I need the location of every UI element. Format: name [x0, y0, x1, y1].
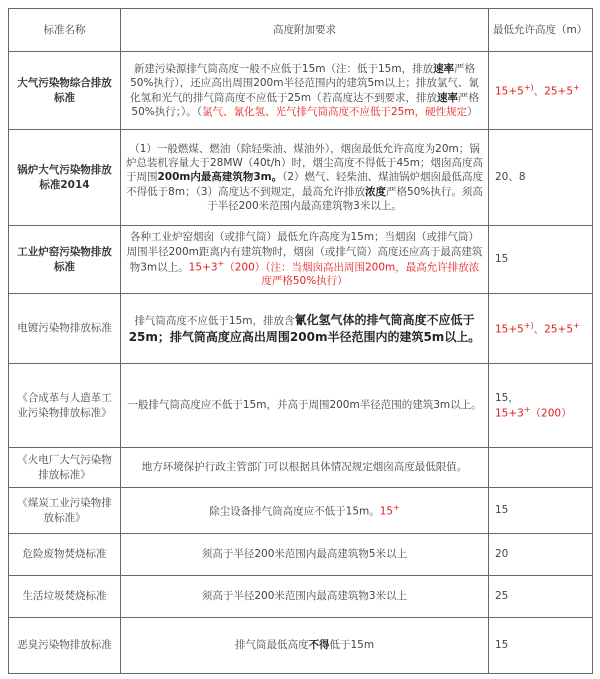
standard-name-cell: 电镀污染物排放标准 [9, 294, 121, 364]
standard-name-cell: 生活垃圾焚烧标准 [9, 576, 121, 618]
min-height-value: + [573, 82, 580, 92]
min-height-cell [489, 618, 593, 674]
height-requirement-cell [121, 618, 489, 674]
requirement-text: 严格50%执行。须高于半径200米范围内最高建筑物3米以上。 [207, 185, 483, 212]
header-min-height: 最低允许高度（m） [489, 9, 593, 52]
requirement-text: 速率 [433, 63, 455, 76]
height-requirement-cell [121, 226, 489, 294]
table-row [9, 576, 593, 618]
min-height-value: 15+5 [495, 85, 524, 98]
min-height-value: +) [523, 82, 534, 92]
min-height-value: 20 [495, 548, 509, 561]
table-row [9, 364, 593, 448]
standard-name-cell: 《煤炭工业污染物排放标准》 [9, 488, 121, 534]
requirement-text: 不得 [308, 639, 330, 652]
min-height-value: + [573, 320, 580, 330]
standard-name-cell: 危险废物焚烧标准 [9, 534, 121, 576]
min-height-cell [489, 576, 593, 618]
min-height-value: 15+3 [495, 407, 524, 420]
requirement-text: 氯气、氰化氢、光气排气筒高度不应低于25m，硬性规定 [202, 105, 468, 118]
standard-name-cell: 《火电厂大气污染物排放标准》 [9, 448, 121, 488]
requirement-text: 新建污染源排气筒高度一般不应低于15m（注：低于15m，排放 [133, 63, 434, 76]
min-height-value: 15， [495, 391, 519, 404]
min-height-cell [489, 534, 593, 576]
requirement-text: （200）（注：当烟囱高出周围200m，最高允许排放浓度严格50%执行） [224, 261, 480, 288]
height-requirement-cell [121, 364, 489, 448]
standard-name-cell: 锅炉大气污染物排放标准2014 [9, 130, 121, 226]
requirement-text: 排气筒高度不应低于15m，排放含 [134, 315, 295, 328]
requirement-text: 地方环境保护行政主管部门可以根据具体情况规定烟囱高度最低限值。 [141, 461, 468, 474]
min-height-value: 20、8 [495, 171, 526, 184]
requirement-text: 须高于半径200米范围内最高建筑物5米以上 [201, 548, 408, 561]
standard-name-cell: 《合成革与人造革工业污染物排放标准》 [9, 364, 121, 448]
requirement-text: 15+3 [188, 261, 218, 274]
min-height-value: 15 [495, 253, 509, 266]
min-height-cell [489, 488, 593, 534]
height-requirement-cell [121, 534, 489, 576]
requirement-text: 严格50%执行），还应高出周围200m半径范围内的建筑5m以上；排放氯气、氰化氢和光气的排气筒高度不应低于25m（若高度达不到要求，排放 [129, 63, 479, 104]
header-height-requirement: 高度附加要求 [121, 9, 489, 52]
table-row [9, 52, 593, 130]
requirement-text: 排气筒最低高度 [234, 639, 309, 652]
requirement-text: 严格50%执行；）。（ [131, 91, 480, 118]
height-requirement-cell [121, 294, 489, 364]
min-height-cell [489, 130, 593, 226]
table-row [9, 488, 593, 534]
requirement-text: 15 [379, 505, 394, 518]
min-height-cell [489, 364, 593, 448]
min-height-cell [489, 52, 593, 130]
min-height-cell [489, 294, 593, 364]
table-header-row [9, 9, 593, 52]
min-height-value: 、25+5 [533, 323, 574, 336]
requirement-text: 速率 [437, 91, 459, 104]
height-requirement-cell [121, 576, 489, 618]
standard-name-cell: 恶臭污染物排放标准 [9, 618, 121, 674]
min-height-value: （200） [530, 407, 572, 420]
table-row [9, 226, 593, 294]
requirement-text: 200m内最高建筑物3m。 [157, 171, 283, 184]
emission-standards-table [8, 8, 593, 674]
min-height-cell [489, 226, 593, 294]
table-row [9, 618, 593, 674]
min-height-value: 15 [495, 504, 509, 517]
requirement-text: 一般排气筒高度应不低于15m，并高于周围200m半径范围的建筑3m以上。 [127, 399, 482, 412]
standard-name-cell: 工业炉窑污染物排放标准 [9, 226, 121, 294]
min-height-value: + [523, 404, 531, 414]
height-requirement-cell [121, 52, 489, 130]
requirement-text: ） [467, 105, 478, 118]
requirement-text: （1）一般燃煤、燃油（除轻柴油、煤油外），烟囱最低允许高度为20m；锅炉总装机容量大于28MW（40t/h）时，烟尘高度不得低于45m；烟囱高度高于周围 [125, 143, 484, 184]
requirement-text: 氰化氢气体的排气筒高度不应低于25m；排气筒高度应高出周围200m半径范围内的建筑5m以上。 [128, 313, 481, 344]
min-height-value: 、25+5 [533, 85, 574, 98]
requirement-text: + [217, 258, 225, 268]
table-row [9, 448, 593, 488]
height-requirement-cell [121, 130, 489, 226]
requirement-text: 除尘设备排气筒高度应不低于15m。 [209, 505, 380, 518]
height-requirement-cell [121, 488, 489, 534]
min-height-value: 15 [495, 639, 509, 652]
table-row [9, 294, 593, 364]
header-standard-name: 标准名称 [9, 9, 121, 52]
min-height-value: 25 [495, 590, 509, 603]
requirement-text: 低于15m [329, 639, 375, 652]
table-row [9, 534, 593, 576]
min-height-cell [489, 448, 593, 488]
min-height-value: +) [523, 320, 534, 330]
requirement-text: 浓度 [365, 185, 386, 198]
min-height-value: 15+5 [495, 323, 524, 336]
requirement-text: （2）燃气、轻柴油、煤油锅炉烟囱最低高度不得低于8m；（3）高度达不到规定，最高允许排放 [126, 171, 484, 198]
requirement-text: 须高于半径200米范围内最高建筑物3米以上 [201, 590, 408, 603]
requirement-text: + [393, 502, 400, 512]
height-requirement-cell [121, 448, 489, 488]
table-row [9, 130, 593, 226]
requirement-text: 各种工业炉窑烟囱（或排气筒）最低允许高度为15m；当烟囱（或排气筒）周围半径200m距离内有建筑物时，烟囱（或排气筒）高度还应高于最高建筑物3m以上。 [126, 231, 483, 274]
standard-name-cell: 大气污染物综合排放标准 [9, 52, 121, 130]
